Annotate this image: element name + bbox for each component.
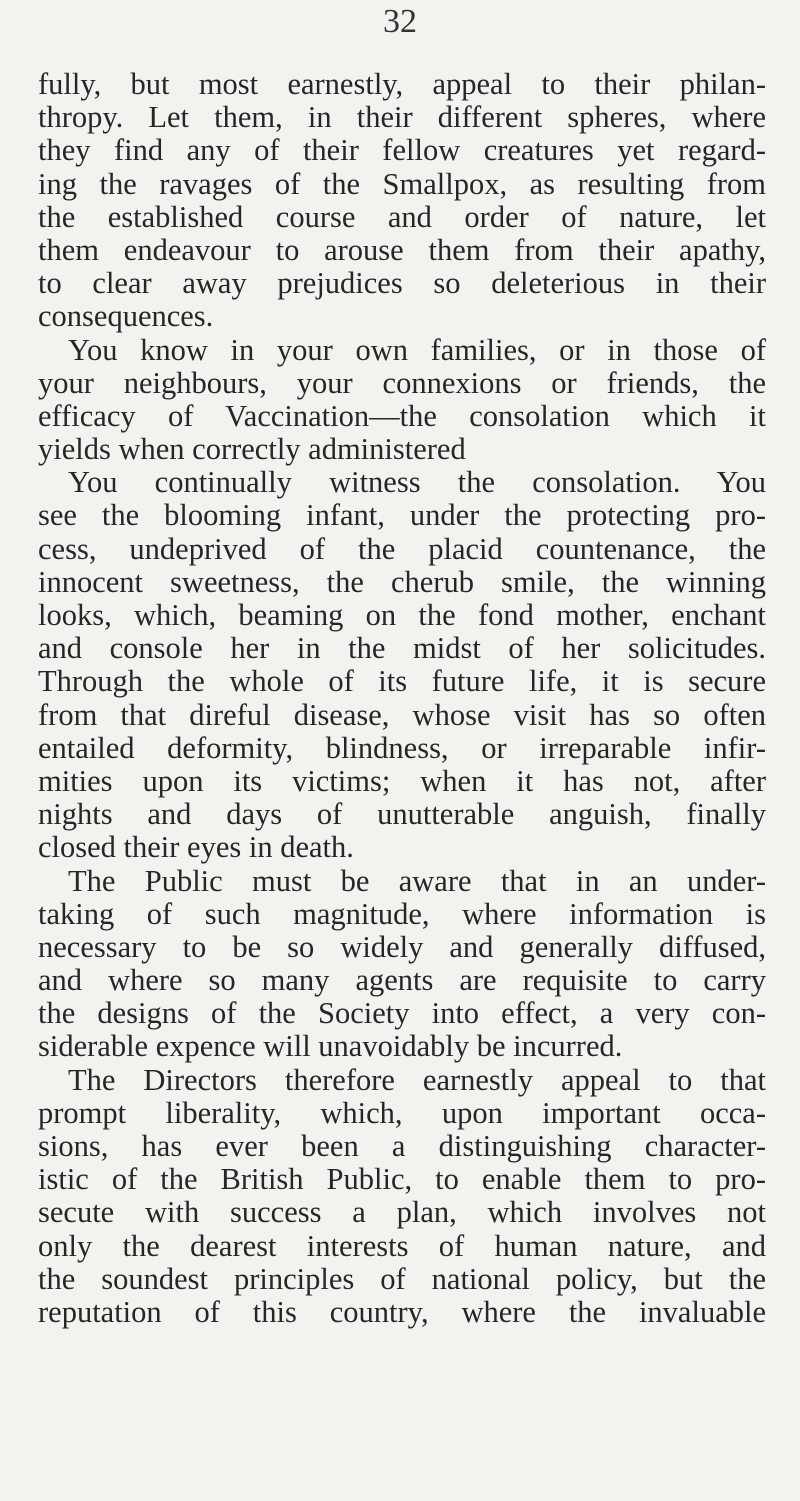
text-line: taking of such magnitude, where information is xyxy=(38,896,766,931)
text-line: fully, but most earnestly, appeal to their philan- xyxy=(38,67,766,101)
text-line: nights and days of unutterable anguish, finally xyxy=(38,797,766,832)
page-number: 32 xyxy=(383,3,417,40)
paragraph-end-line: yields when correctly administered xyxy=(38,432,466,467)
text-line: and where so many agents are requisite to carry xyxy=(38,963,766,998)
text-line: istic of the British Public, to enable them to pro- xyxy=(38,1162,766,1197)
text-line: your neighbours, your connexions or friends, the xyxy=(38,365,766,400)
text-line: thropy. Let them, in their different spheres, where xyxy=(38,100,766,135)
paragraph-end-line: consequences. xyxy=(38,299,214,334)
text-line: prompt liberality, which, upon important occa- xyxy=(38,1095,766,1130)
text-line: from that direful disease, whose visit has so often xyxy=(38,697,766,732)
text-line: ing the ravages of the Smallpox, as resulting from xyxy=(38,166,766,201)
text-line: looks, which, beaming on the fond mother, enchant xyxy=(38,598,766,632)
paragraph-end-line: siderable expence will unavoidably be incurred. xyxy=(38,1029,623,1064)
text-line: reputation of this country, where the invaluable xyxy=(38,1294,766,1329)
text-line: to clear away prejudices so deleterious in their xyxy=(38,266,766,301)
paragraph-start-line: The Public must be aware that in an under- xyxy=(68,863,766,898)
text-line: cess, undeprived of the placid countenance, the xyxy=(38,531,766,566)
text-line: mities upon its victims; when it has not, after xyxy=(38,763,766,798)
text-line: they find any of their fellow creatures yet regard- xyxy=(38,133,766,168)
text-line: the designs of the Society into effect, a very con- xyxy=(38,996,766,1031)
text-line: see the blooming infant, under the protecting pro- xyxy=(38,498,766,533)
text-line: necessary to be so widely and generally diffused, xyxy=(38,929,766,964)
text-line: efficacy of Vaccination—the consolation which it xyxy=(38,398,766,433)
text-line: Through the whole of its future life, it is secure xyxy=(38,664,766,699)
text-line: and console her in the midst of her solicitudes. xyxy=(38,631,766,666)
paragraph-start-line: You continually witness the consolation. You xyxy=(68,465,766,500)
text-line: entailed deformity, blindness, or irreparable infir- xyxy=(38,730,766,765)
text-line: the soundest principles of national policy, but the xyxy=(38,1261,766,1296)
body-text xyxy=(38,68,766,1329)
text-line: secute with success a plan, which involves not xyxy=(38,1195,766,1230)
paragraph-end-line: closed their eyes in death. xyxy=(38,830,354,865)
paragraph-start-line: You know in your own families, or in those of xyxy=(68,332,766,367)
text-line: innocent sweetness, the cherub smile, the winning xyxy=(38,564,766,599)
text-line: only the dearest interests of human nature, and xyxy=(38,1228,766,1263)
text-line: them endeavour to arouse them from their apathy, xyxy=(38,232,766,267)
text-line: sions, has ever been a distinguishing character- xyxy=(38,1129,766,1163)
paragraph-start-line: The Directors therefore earnestly appeal to that xyxy=(68,1062,766,1097)
text-line: the established course and order of nature, let xyxy=(38,199,766,234)
